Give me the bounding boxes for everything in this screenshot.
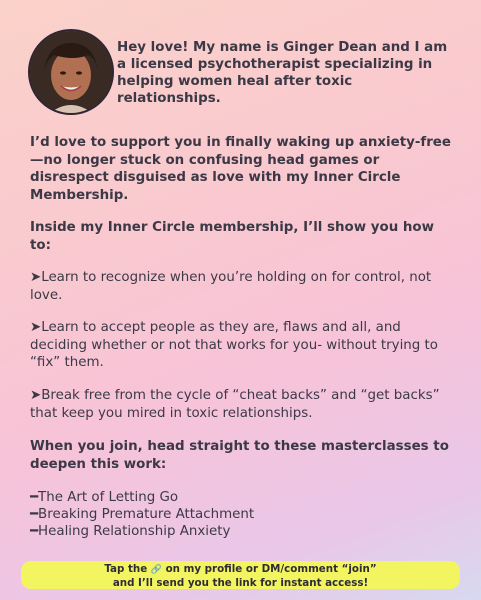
masterclass-item: ━The Art of Letting Go (30, 490, 179, 505)
masterclass-item: ━Healing Relationship Anxiety (30, 524, 231, 539)
inside-heading: Inside my Inner Circle membership, I’ll show you how to: (30, 220, 434, 253)
avatar-portrait (30, 31, 112, 113)
bullet-item: ➤Learn to accept people as they are, flaws and all, and deciding whether or not that works for you- without trying to “fix” them. (30, 320, 438, 370)
cta-text-before: Tap the (104, 563, 148, 575)
cta-line-2: and I’ll send you the link for instant access! (112, 576, 369, 589)
masterclass-item: ━Breaking Premature Attachment (30, 507, 255, 522)
link-icon: 🔗 (150, 565, 163, 575)
cta-line-1 (21, 563, 460, 577)
bullet-item: ➤Learn to recognize when you’re holding on for control, not love. (30, 270, 432, 303)
support-paragraph: I’d love to support you in finally waking up anxiety-free—no longer stuck on confusing head games or disrespect disguised as love with my Inner Circle Membership. (30, 135, 451, 203)
join-heading: When you join, head straight to these masterclasses to deepen this work: (30, 439, 449, 472)
cta-text-after: on my profile or DM/comment “join” (165, 563, 377, 575)
intro-text: Hey love! My name is Ginger Dean and I am a licensed psychotherapist specializing in helping women heal after toxic relationships. (117, 40, 448, 106)
profile-avatar (28, 29, 114, 115)
bullet-item: ➤Break free from the cycle of “cheat backs” and “get backs” that keep you mired in toxic relationships. (30, 388, 440, 421)
cta-banner (21, 561, 460, 589)
